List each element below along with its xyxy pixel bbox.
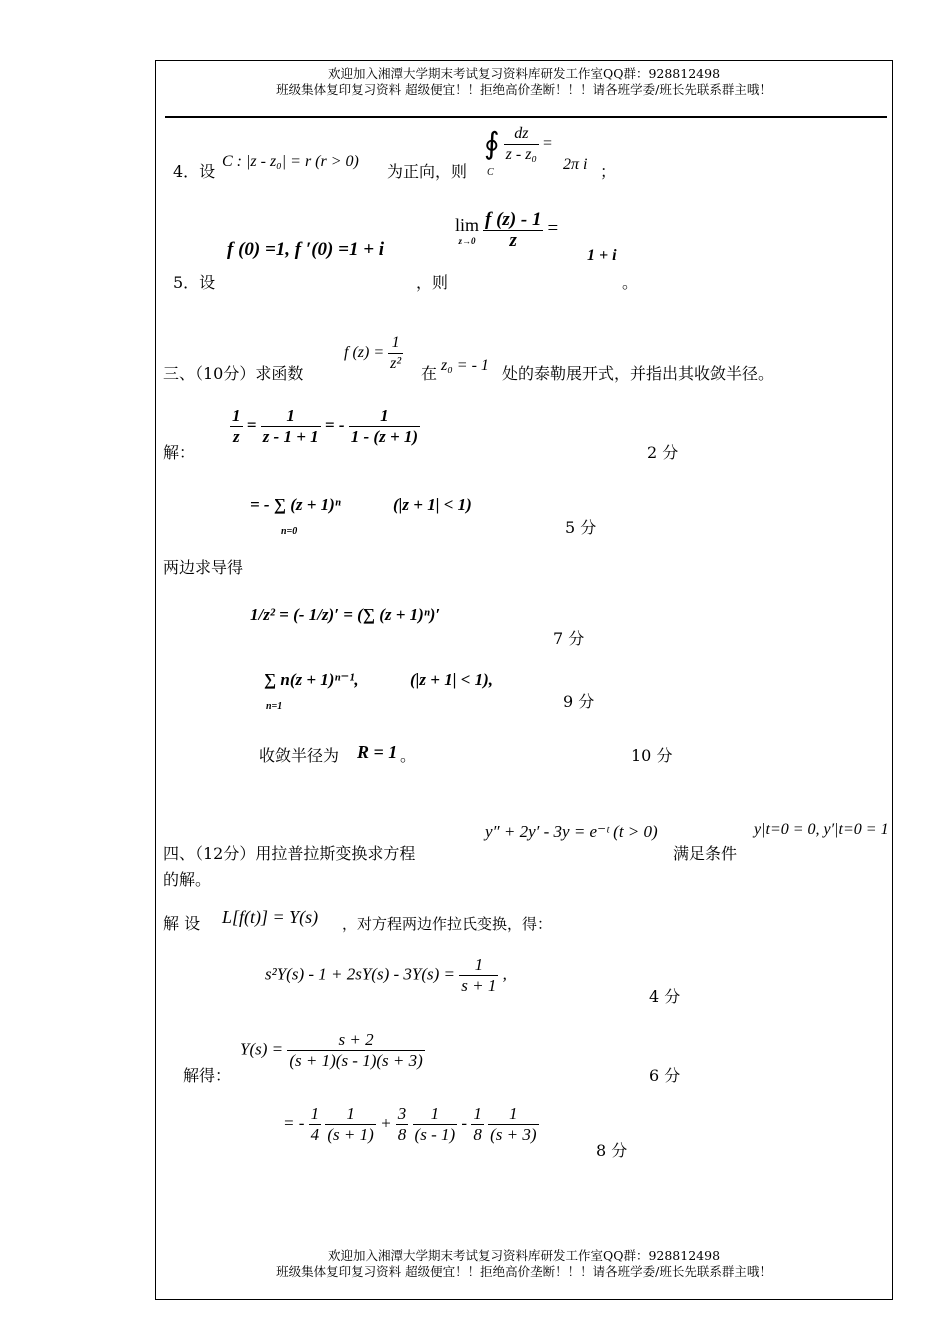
s3-func-frac: [388, 333, 403, 374]
q5-suffix: 。: [622, 273, 639, 292]
s3-eq4-score: 9 分: [563, 692, 595, 711]
s4-eq1-lhs: s²Y(s) - 1 + 2sY(s) - 3Y(s) =: [265, 964, 456, 984]
s4-eq3-lead: = -: [283, 1113, 305, 1133]
s3-eq1-a-den: z: [232, 427, 240, 446]
q5-equals: =: [547, 218, 559, 240]
s3-func-num: 1: [388, 333, 403, 354]
footer-line-1: 欢迎加入湘潭大学期末考试复习资料库研发工作室QQ群：928812498: [327, 1248, 721, 1263]
q4-int-num: dz: [504, 124, 539, 145]
q5-condition: f (0) =1, f ′(0) =1 + i: [227, 239, 385, 260]
s4-eq2-lhs: Y(s) =: [240, 1039, 284, 1059]
s4-title-a: 四、（12分）用拉普拉斯变换求方程: [163, 844, 416, 863]
s3-title-c: 处的泰勒展开式，并指出其收敛半径。: [502, 364, 775, 383]
s3-eq2-sum-limit: n=0: [281, 526, 298, 537]
header-rule: [165, 116, 887, 118]
s4-eq3-minus: -: [461, 1113, 468, 1133]
s4-eq3-f3: $\frac{1}{(s + 3)}$: [490, 1104, 537, 1144]
q4-int-sub: C: [487, 167, 494, 178]
s4-eq1: [265, 955, 507, 996]
s4-solution-a: 解 设: [163, 914, 201, 933]
s3-title-a: 三、（10分）求函数: [163, 364, 304, 383]
s3-eq2-score: 5 分: [565, 518, 597, 537]
s4-title-c: 的解。: [163, 870, 212, 889]
s4-eq1-num: 1: [459, 955, 498, 976]
q5-lim: [455, 215, 479, 247]
page-header: [155, 66, 893, 98]
s4-eq3-c3: $\frac{1}{8}$: [473, 1104, 482, 1144]
s3-eq1-eq1: =: [246, 415, 257, 435]
s4-title-b: 满足条件: [673, 844, 738, 863]
s4-eq2-score: 6 分: [649, 1066, 681, 1085]
q5-mid: ，则: [416, 273, 449, 292]
q4-integral: [484, 124, 552, 165]
s4-eq1-tail: ,: [502, 964, 507, 984]
s3-eq1-frac-a: [230, 406, 243, 447]
q4-curve: C : |z - z₀| = r (r > 0): [222, 153, 359, 170]
s3-eq1-b-num: 1: [261, 406, 321, 427]
q4-suffix: ；: [600, 162, 617, 181]
s3-eq1-frac-b: [261, 406, 321, 447]
s4-ode: y″ + 2y′ - 3y = e⁻ᵗ (t > 0): [485, 822, 658, 841]
header-line-1: 欢迎加入湘潭大学期末考试复习资料库研发工作室QQ群：928812498: [327, 66, 721, 81]
s4-eq3-score: 8 分: [596, 1141, 628, 1160]
s3-eq4: ∑ n(z + 1)ⁿ⁻¹,: [264, 670, 359, 689]
s4-eq1-frac: [459, 955, 498, 996]
s4-eq3-f2: $\frac{1}{(s - 1)}$: [414, 1104, 456, 1144]
s4-solution-b: ，对方程两边作拉氏变换，得：: [342, 915, 553, 933]
q5-limit: [455, 210, 558, 251]
q4-prefix: 4．设: [173, 162, 216, 181]
footer-line-2: 班级集体复印复习资料 超级便宜！！拒绝高价垄断！！！请各班学委/班长先联系群主哦！: [276, 1264, 772, 1279]
q5-den: z: [509, 230, 517, 251]
s4-initial-conditions: y|t=0 = 0, y′|t=0 = 1: [754, 821, 889, 838]
s3-eq1-eq2: = -: [324, 415, 345, 435]
s4-laplace: L[f(t)] = Y(s): [222, 907, 319, 927]
q4-int-den: z - z₀: [505, 146, 537, 163]
s3-eq1: [230, 406, 420, 447]
s4-eq1-den: s + 1: [461, 976, 497, 995]
q5-answer: 1 + i: [587, 247, 617, 264]
s3-eq1-a-num: 1: [232, 406, 241, 425]
s4-eq3: [283, 1104, 539, 1145]
q4-equals: =: [542, 135, 553, 153]
contour-integral-icon: ∮: [484, 127, 500, 161]
q5-lim-word: lim: [455, 214, 480, 235]
s4-solve-label: 解得：: [183, 1066, 232, 1085]
q5-fraction: [483, 210, 543, 251]
s3-eq1-b-den: z - 1 + 1: [262, 427, 319, 446]
s4-eq3-c1: $\frac{1}{4}$: [310, 1104, 320, 1144]
s3-eq2-cond: (|z + 1| < 1): [393, 495, 472, 514]
header-line-2: 班级集体复印复习资料 超级便宜！！拒绝高价垄断！！！请各班学委/班长先联系群主哦！: [276, 82, 772, 97]
s3-eq3-score: 7 分: [553, 629, 585, 648]
s4-eq3-c2: $\frac{3}{8}$: [397, 1104, 407, 1144]
s3-point: z₀ = - 1: [441, 357, 489, 374]
s3-radius-end: 。: [400, 746, 417, 765]
s3-eq3: 1/z² = (- 1/z)′ = (∑ (z + 1)ⁿ)′: [250, 605, 441, 624]
s3-func-den: z²: [390, 355, 402, 372]
q4-integrand: [504, 124, 539, 165]
s4-eq2: [240, 1030, 425, 1071]
s3-radius-value: R = 1: [357, 742, 398, 762]
s3-eq1-frac-c: [349, 406, 420, 447]
s4-eq2-den: (s + 1)(s - 1)(s + 3): [289, 1051, 423, 1070]
s4-eq2-frac: [287, 1030, 424, 1071]
s4-eq3-f1: $\frac{1}{(s + 1)}$: [327, 1104, 374, 1144]
q5-prefix: 5．设: [173, 273, 216, 292]
s3-eq2: = - ∑ (z + 1)ⁿ: [250, 495, 341, 514]
s4-eq2-num: s + 2: [287, 1030, 424, 1051]
q4-mid: 为正向，则: [387, 162, 468, 181]
s3-title-b: 在: [421, 364, 438, 383]
q5-lim-sub: z→0: [458, 235, 476, 246]
s3-eq4-sum-limit: n=1: [266, 701, 283, 712]
q4-answer: 2π i: [563, 156, 588, 173]
s3-radius-score: 10 分: [631, 746, 673, 765]
s3-solution-label: 解：: [163, 443, 196, 462]
s4-eq3-plus: +: [380, 1113, 392, 1133]
s3-eq1-c-num: 1: [349, 406, 420, 427]
s3-eq4-cond: (|z + 1| < 1),: [410, 670, 494, 689]
page-footer: [155, 1248, 893, 1280]
q5-num: f (z) - 1: [485, 209, 542, 230]
s3-eq1-c-den: 1 - (z + 1): [350, 427, 419, 446]
s4-eq1-score: 4 分: [649, 987, 681, 1006]
s3-radius-label: 收敛半径为: [259, 746, 340, 765]
s3-deriv-label: 两边求导得: [163, 558, 244, 577]
s3-func-lhs: f (z) =: [344, 344, 385, 362]
s3-function: [344, 333, 403, 374]
s3-eq1-score: 2 分: [647, 443, 679, 462]
